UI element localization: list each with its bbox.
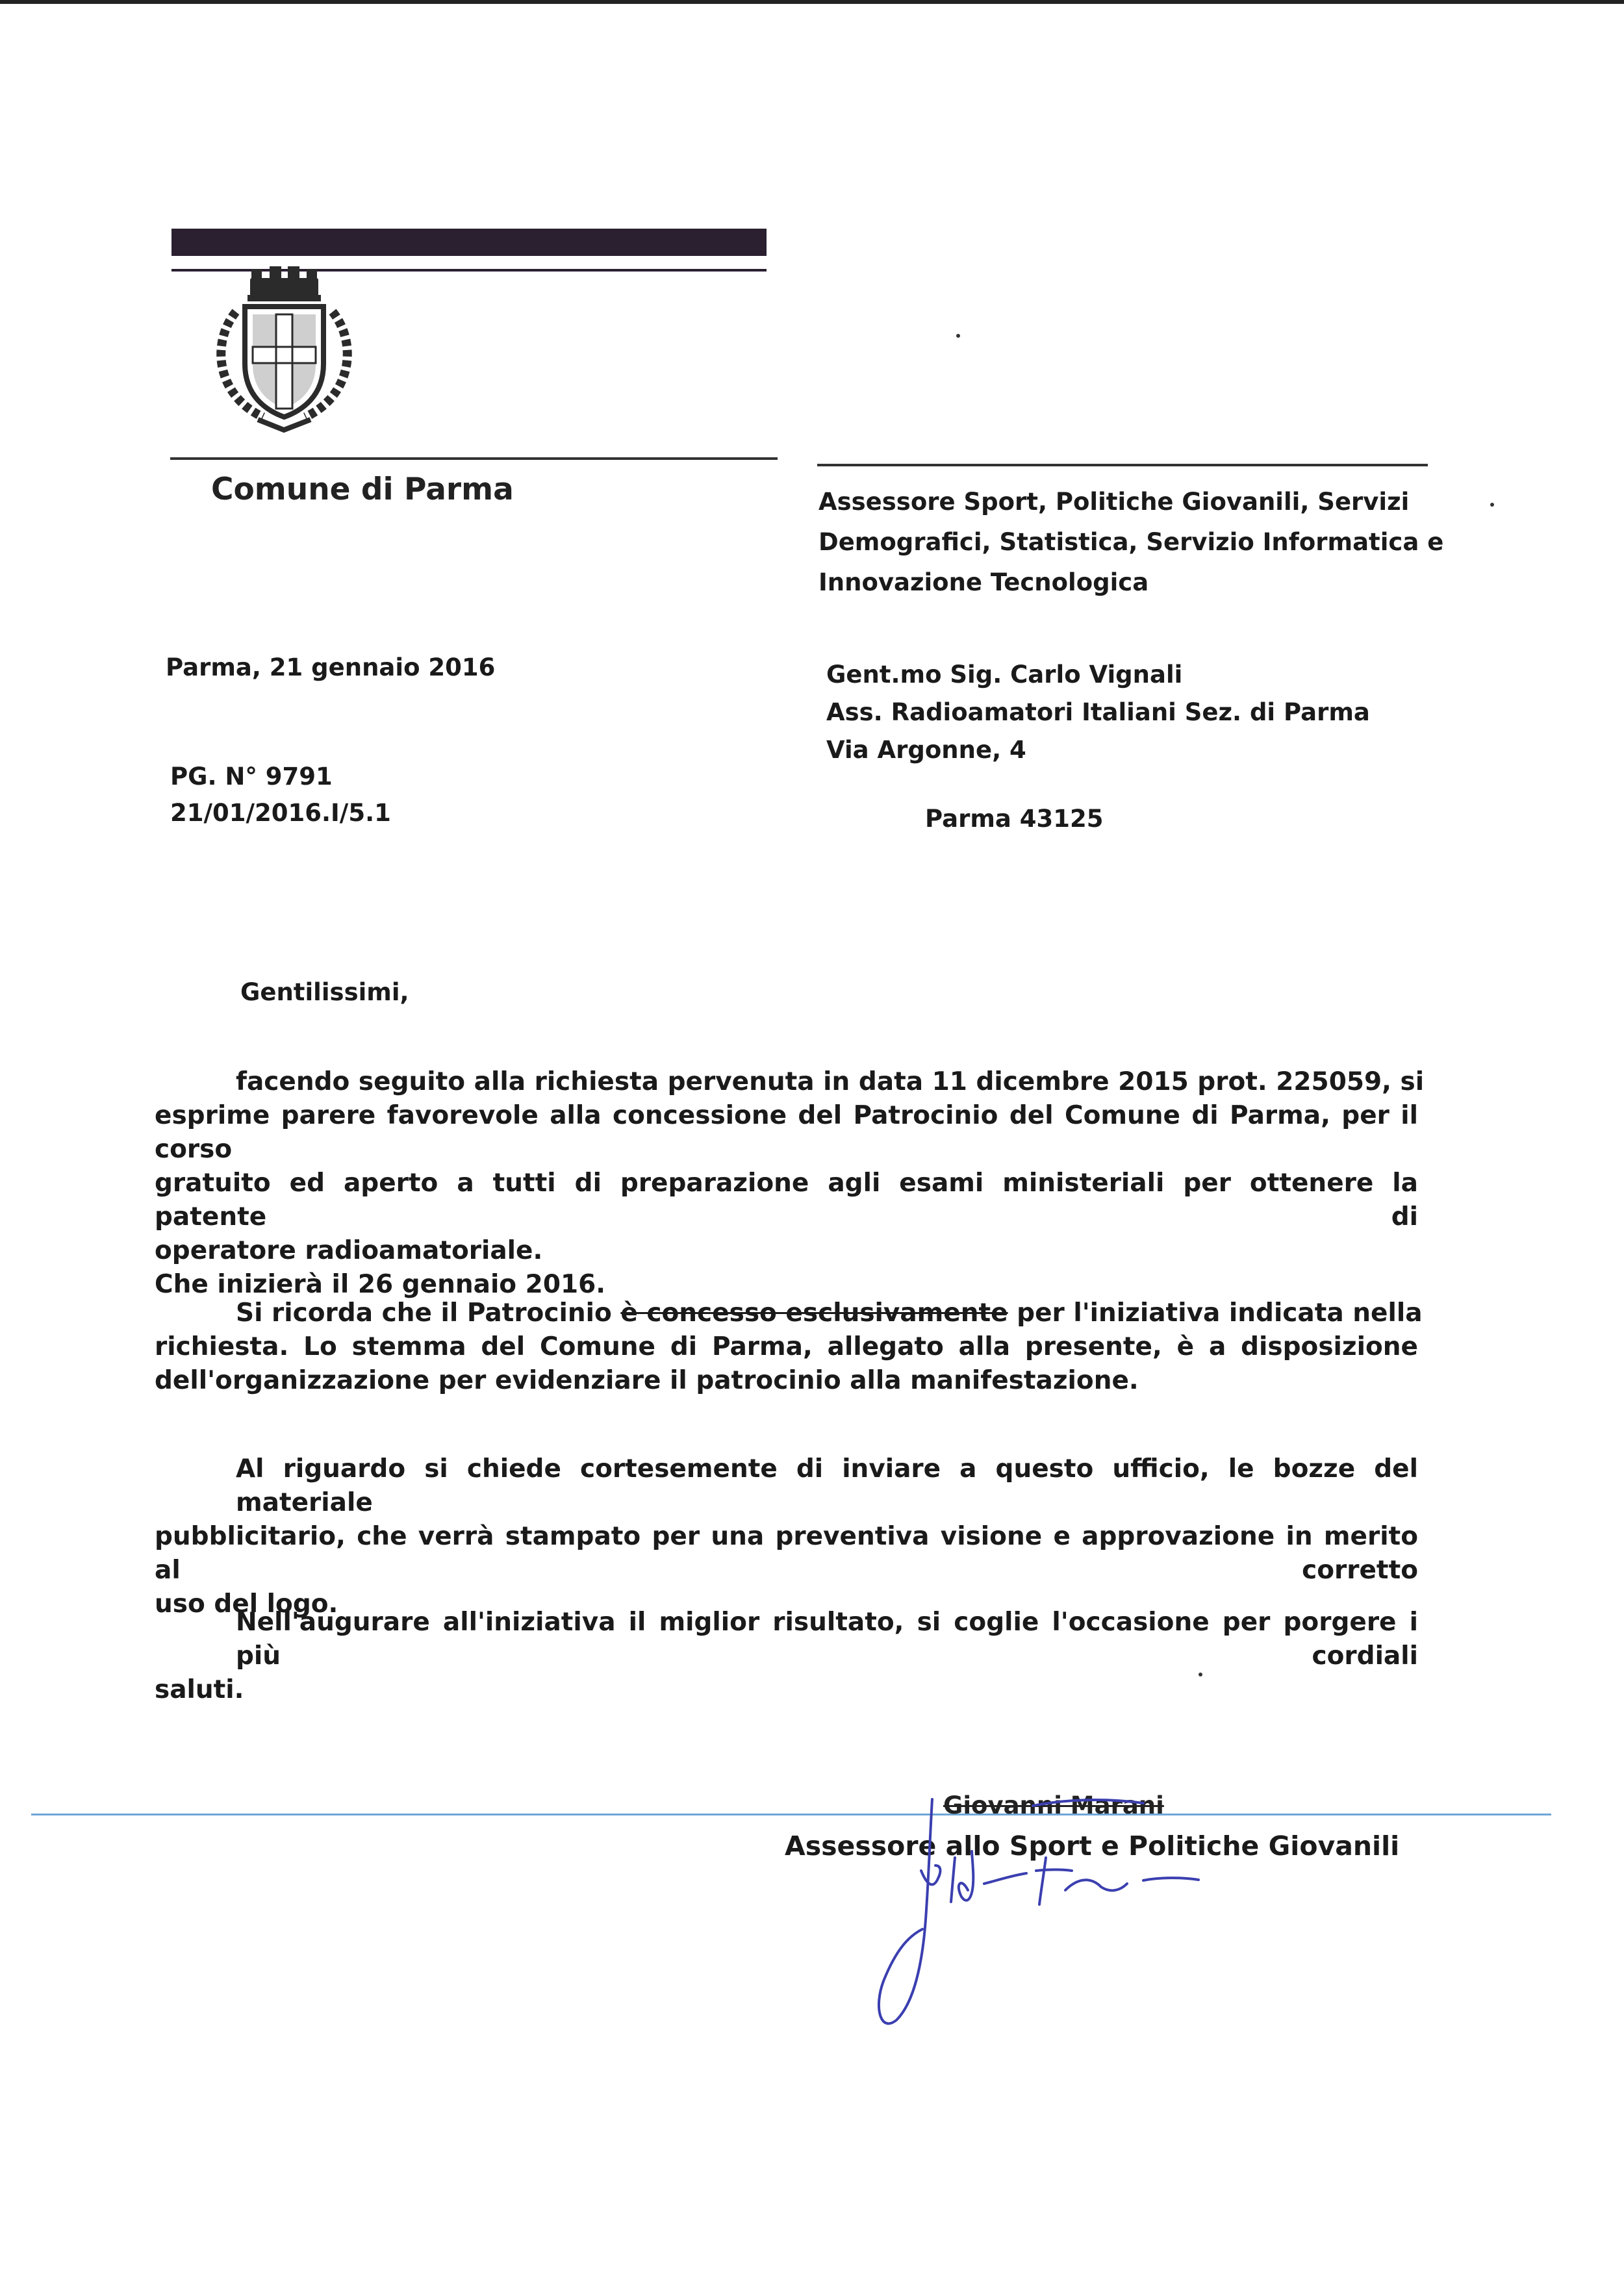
paragraph-line: pubblicitario, che verrà stampato per una preventiva visione e approvazione in merito al corretto <box>155 1522 1418 1585</box>
recipient-street: Via Argonne, 4 <box>826 736 1026 764</box>
paragraph-line <box>155 1296 1423 1330</box>
scan-edge <box>0 0 1624 4</box>
paragraph-4 <box>155 1606 1418 1707</box>
salutation: Gentilissimi, <box>240 978 409 1006</box>
signatory-name: Giovanni Marani <box>943 1791 1164 1819</box>
letterhead-bar <box>171 229 767 256</box>
header-rule-left <box>170 457 778 460</box>
department-line: Demografici, Statistica, Servizio Informatica e <box>818 528 1444 556</box>
paragraph-line: uso del logo. <box>155 1589 338 1619</box>
recipient-name: Gent.mo Sig. Carlo Vignali <box>826 661 1183 689</box>
header-rule-right <box>817 464 1428 466</box>
paragraph-line: Al riguardo si chiede cortesemente di inviare a questo ufficio, le bozze del materiale <box>236 1454 1418 1517</box>
paragraph-line: Nell'augurare all'iniziativa il miglior risultato, si coglie l'occasione per porgere i più cordiali <box>236 1608 1418 1671</box>
paragraph-line: gratuito ed aperto a tutti di preparazione agli esami ministeriali per ottenere la patente di <box>155 1169 1418 1232</box>
recipient-address <box>826 656 1370 838</box>
handwritten-signature <box>870 1793 1234 2033</box>
footer-rule <box>31 1814 1551 1815</box>
paragraph-line: richiesta. Lo stemma del Comune di Parma, allegato alla presente, è a disposizione <box>155 1332 1418 1361</box>
department-line: Assessore Sport, Politiche Giovanili, Servizi <box>818 488 1410 516</box>
coat-of-arms-icon <box>205 266 364 435</box>
protocol-reference: 21/01/2016.I/5.1 <box>170 799 391 827</box>
department-name <box>818 482 1444 603</box>
paragraph-2 <box>155 1296 1423 1398</box>
department-line: Innovazione Tecnologica <box>818 568 1149 596</box>
paragraph-line: facendo seguito alla richiesta pervenuta in data 11 dicembre 2015 prot. 225059, si <box>236 1067 1425 1096</box>
paragraph-line: saluti. <box>155 1675 244 1704</box>
recipient-city: Parma 43125 <box>925 805 1104 833</box>
place-date: Parma, 21 gennaio 2016 <box>166 653 496 681</box>
recipient-association: Ass. Radioamatori Italiani Sez. di Parma <box>826 698 1370 726</box>
scan-speck <box>1199 1673 1202 1676</box>
protocol-block <box>170 759 391 831</box>
paragraph-line: dell'organizzazione per evidenziare il patrocinio alla manifestazione. <box>155 1366 1139 1395</box>
paragraph-line: operatore radioamatoriale. <box>155 1236 543 1265</box>
paragraph-line: Che inizierà il 26 gennaio 2016. <box>155 1270 606 1299</box>
scan-speck <box>956 334 960 338</box>
protocol-number: PG. N° 9791 <box>170 763 333 790</box>
signatory-role: Assessore allo Sport e Politiche Giovanili <box>785 1830 1400 1862</box>
paragraph-1 <box>155 1065 1425 1302</box>
text-segment: per l'iniziativa indicata nella <box>1008 1298 1423 1328</box>
struck-text: è concesso esclusivamente <box>620 1298 1008 1328</box>
paragraph-line: esprime parere favorevole alla concessione del Patrocinio del Comune di Parma, per il corso <box>155 1101 1418 1164</box>
scan-speck <box>1490 503 1494 507</box>
text-segment: Si ricorda che il Patrocinio <box>236 1298 621 1328</box>
paragraph-3 <box>155 1452 1418 1621</box>
organization-name: Comune di Parma <box>211 472 514 507</box>
